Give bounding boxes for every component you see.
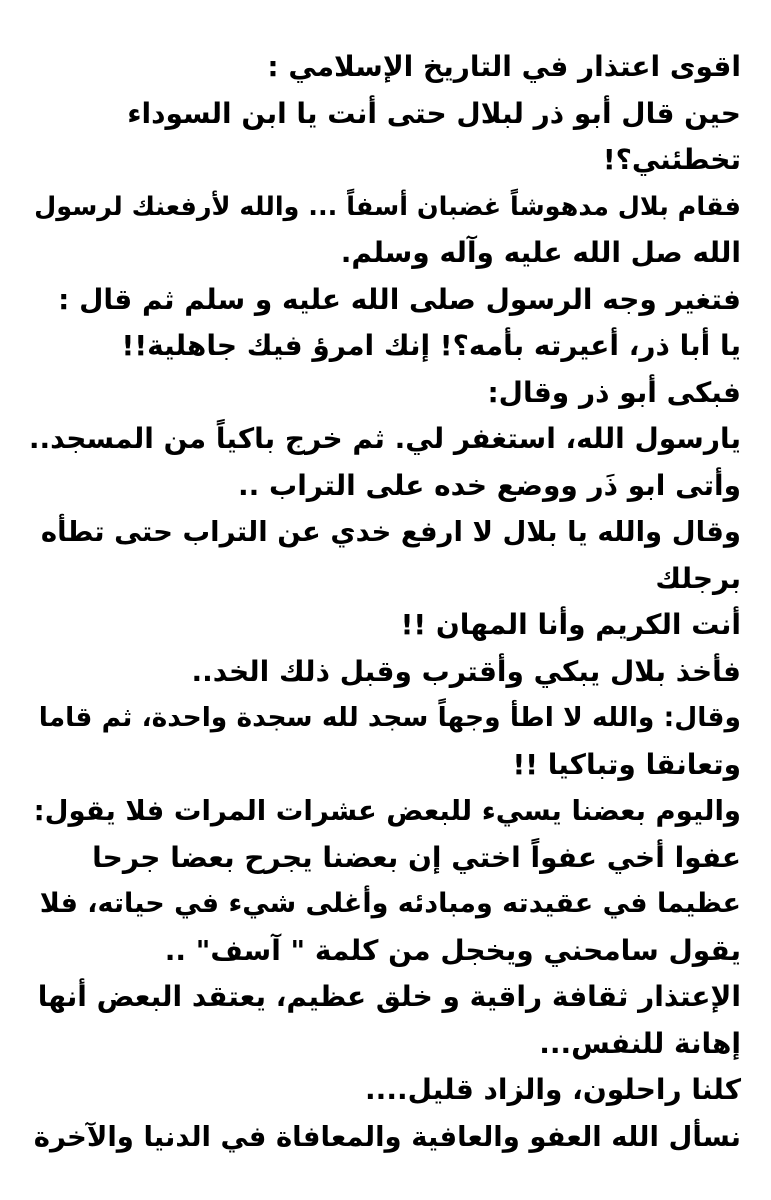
text-line-5: الله صل الله عليه وآله وسلم.	[340, 236, 741, 269]
post-title-line: اقوى اعتذار في التاريخ الإسلامي :	[267, 50, 741, 83]
text-line-19: عظيما في عقيدته ومبادئه وأغلى شيء في حياته، فلا	[39, 888, 741, 919]
text-line-4: فقام بلال مدهوشاً غضبان أسفاً ... والله لأرفعنك لرسول	[34, 191, 741, 222]
text-line-8: فبكى أبو ذر وقال:	[487, 375, 741, 409]
text-line-9: يارسول الله، استغفر لي. ثم خرج باكياً من المسجد..	[28, 422, 741, 455]
text-line-10: وأتى ابو ذَر ووضع خده على التراب ..	[238, 468, 741, 502]
text-line-20: يقول سامحني ويخجل من كلمة " آسف" ..	[164, 933, 741, 967]
text-line-18: عفوا أخي عفواً اختي إن بعضنا يجرح بعضا جرحا	[92, 840, 741, 874]
text-line-22: إهانة للنفس...	[539, 1026, 741, 1060]
text-line-14: فأخذ بلال يبكي وأقترب وقبل ذلك الخد..	[191, 654, 741, 688]
text-line-7: يا أبا ذر، أعيرته بأمه؟! إنك امرؤ فيك جاهلية!!	[121, 329, 741, 362]
text-line-11: وقال والله يا بلال لا ارفع خدي عن التراب حتى تطأه	[40, 516, 741, 548]
text-line-13: أنت الكريم وأنا المهان !!	[400, 608, 741, 641]
text-line-21: الإعتذار ثقافة راقية و خلق عظيم، يعتقد البعض أنها	[37, 980, 741, 1013]
text-line-6: فتغير وجه الرسول صلى الله عليه و سلم ثم قال :	[58, 282, 741, 316]
text-line-12: برجلك	[655, 561, 741, 595]
text-line-24: نسأل الله العفو والعافية والمعافاة في الدنيا والآخرة	[33, 1120, 741, 1153]
text-line-15: وقال: والله لا اطأ وجهاً سجد لله سجدة واحدة، ثم قاما	[38, 702, 741, 733]
text-line-16: وتعانقا وتباكيا !!	[512, 747, 741, 781]
text-line-23: كلنا راحلون، والزاد قليل....	[365, 1073, 741, 1106]
text-line-17: واليوم بعضنا يسيء للبعض عشرات المرات فلا يقول:	[33, 795, 741, 827]
post-text-body	[30, 44, 741, 1160]
text-line-3: تخطئني؟!	[602, 143, 741, 176]
text-line-2: حين قال أبو ذر لبلال حتى أنت يا ابن السوداء	[127, 96, 741, 130]
